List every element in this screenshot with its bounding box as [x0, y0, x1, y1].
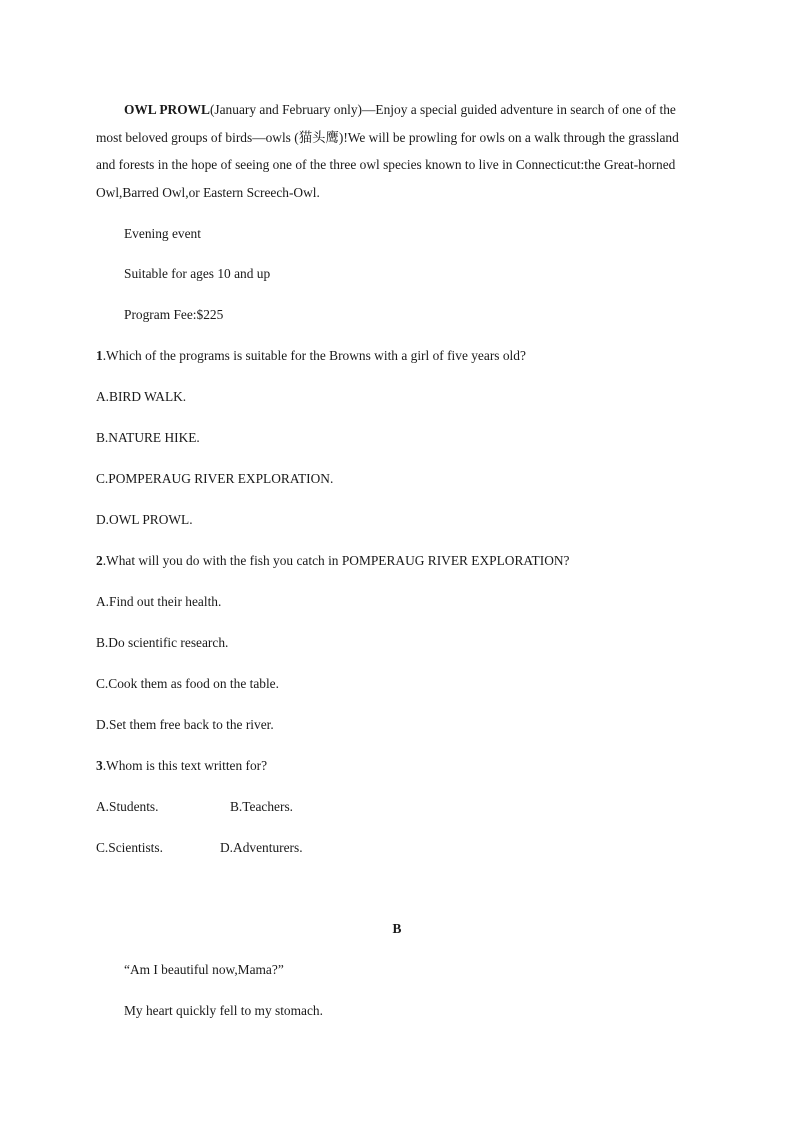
question-2-stem [96, 551, 569, 571]
owl-prowl-description-part2: )!We will be prowling for owls on a walk through the grassland and forests in the hope of seeing one of the three owl species known to live in Connecticut:the Great-horned Owl,Barred Owl,or Eastern Screech-Owl. [96, 129, 679, 200]
question-1-option-d: D.OWL PROWL. [96, 512, 193, 527]
question-3-option-c: C.Scientists. [96, 840, 163, 855]
owl-prowl-detail-fee: Program Fee:$225 [124, 307, 224, 322]
question-3-stem [96, 756, 267, 776]
question-number: 2 [96, 553, 103, 568]
question-3-option-b: B.Teachers. [230, 799, 294, 814]
question-3-option-a: A.Students. [96, 799, 159, 814]
question-2-option-a: A.Find out their health. [96, 594, 222, 609]
owl-prowl-description-part1: (January and February only)—Enjoy a special guided adventure in search of one of the most beloved groups of birds—owls ( [96, 102, 676, 145]
owl-prowl-detail-age: Suitable for ages 10 and up [124, 266, 271, 281]
owl-prowl-detail-time: Evening event [124, 226, 201, 241]
owl-prowl-title: OWL PROWL [124, 102, 210, 117]
question-2-option-b: B.Do scientific research. [96, 635, 229, 650]
passage-b-line-2: My heart quickly fell to my stomach. [124, 1003, 323, 1018]
question-number: 1 [96, 348, 103, 363]
question-1-stem [96, 346, 526, 366]
question-1-option-a: A.BIRD WALK. [96, 389, 187, 404]
question-text: .Whom is this text written for? [102, 758, 268, 773]
question-1-option-b: B.NATURE HIKE. [96, 430, 200, 445]
owls-chinese-term: 猫头鹰 [298, 129, 339, 145]
question-text: .Which of the programs is suitable for the Browns with a girl of five years old? [102, 348, 526, 363]
passage-b-line-1: “Am I beautiful now,Mama?” [124, 962, 284, 977]
section-heading-b: B [392, 921, 402, 936]
question-3-option-d: D.Adventurers. [220, 840, 303, 855]
question-1-option-c: C.POMPERAUG RIVER EXPLORATION. [96, 471, 334, 486]
owl-prowl-paragraph [96, 96, 696, 206]
question-text: .What will you do with the fish you catch in POMPERAUG RIVER EXPLORATION? [102, 553, 570, 568]
question-2-option-d: D.Set them free back to the river. [96, 717, 274, 732]
question-2-option-c: C.Cook them as food on the table. [96, 676, 279, 691]
question-number: 3 [96, 758, 103, 773]
